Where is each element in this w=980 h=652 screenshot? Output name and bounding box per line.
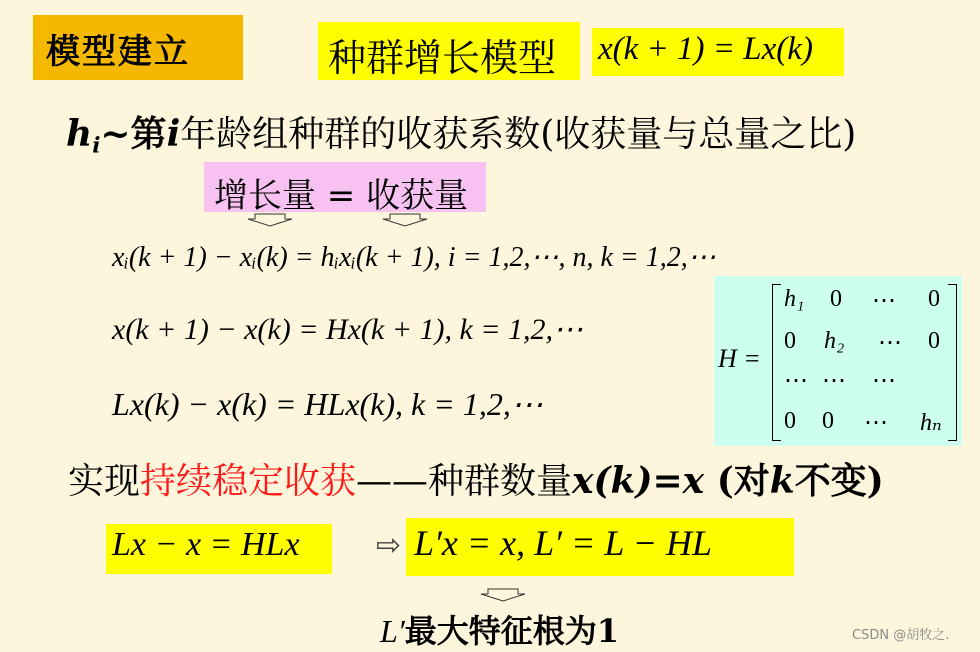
sustain-line	[68, 453, 884, 504]
matrix-cell: h₂	[824, 328, 845, 354]
sustain-xk: x(k)=x	[572, 460, 705, 502]
equation-3: Lx(k) − x(k) = HLx(k), k = 1,2,⋯	[112, 386, 543, 422]
symbol-h: h	[66, 113, 93, 155]
symbol-i: i	[166, 113, 181, 155]
matrix-cell: 0	[822, 408, 834, 434]
matrix-body	[782, 284, 946, 439]
matrix-cell: 0	[928, 328, 940, 354]
sustain-prefix: 实现	[68, 461, 141, 502]
sustain-dash: ——种群数量	[356, 461, 573, 502]
matrix-cell: ⋯	[822, 368, 846, 394]
matrix-cell: h₁	[784, 286, 805, 312]
down-arrow-icon	[380, 213, 430, 227]
model-equation: x(k + 1) = Lx(k)	[598, 31, 813, 67]
matrix-cell: ⋯	[784, 368, 808, 394]
matrix-cell: 0	[784, 328, 796, 354]
watermark: CSDN @胡牧之.	[852, 628, 950, 643]
implies-arrow-icon: ⇨	[376, 528, 402, 563]
conclusion-line	[380, 606, 619, 652]
sustain-suffix-close: 不变)	[794, 460, 884, 502]
matrix-right-bracket	[948, 284, 957, 441]
matrix-cell: 0	[784, 408, 796, 434]
sustain-highlight: 持续稳定收获	[140, 461, 357, 502]
sustain-k: k	[769, 460, 795, 502]
symbol-h-subscript: i	[92, 133, 101, 159]
matrix-cell: hₙ	[920, 410, 942, 436]
down-arrow-icon	[245, 213, 295, 227]
sustain-suffix-open: (对	[704, 460, 770, 502]
matrix-cell: ⋯	[878, 330, 902, 356]
conclusion-text: 最大特征根为1	[404, 612, 620, 650]
definition-text: 年龄组种群的收获系数(收获量与总量之比)	[180, 114, 857, 155]
section-badge-label: 模型建立	[46, 32, 190, 72]
pink-box-label: 增长量 = 收获量	[214, 176, 469, 216]
equation-1: xᵢ(k + 1) − xᵢ(k) = hᵢxᵢ(k + 1), i = 1,2,⋯, n, k = 1,2,⋯	[112, 242, 716, 273]
matrix-cell: 0	[928, 286, 940, 312]
equation-2: x(k + 1) − x(k) = Hx(k + 1), k = 1,2,⋯	[112, 313, 584, 346]
matrix-cell: ⋯	[872, 368, 896, 394]
definition-tilde: ~第	[100, 113, 167, 155]
model-title: 种群增长模型	[328, 36, 557, 80]
matrix-left-bracket	[772, 284, 781, 441]
definition-line	[66, 106, 856, 158]
matrix-cell: 0	[830, 286, 842, 312]
bottom-left-equation: Lx − x = HLx	[112, 526, 300, 563]
bottom-right-equation: L′x = x, L′ = L − HL	[414, 523, 713, 563]
conclusion-L: L′	[380, 613, 405, 649]
matrix-cell: ⋯	[872, 288, 896, 314]
down-arrow-icon	[478, 588, 528, 602]
matrix-cell: ⋯	[864, 410, 888, 436]
matrix-lhs: H =	[718, 344, 761, 373]
